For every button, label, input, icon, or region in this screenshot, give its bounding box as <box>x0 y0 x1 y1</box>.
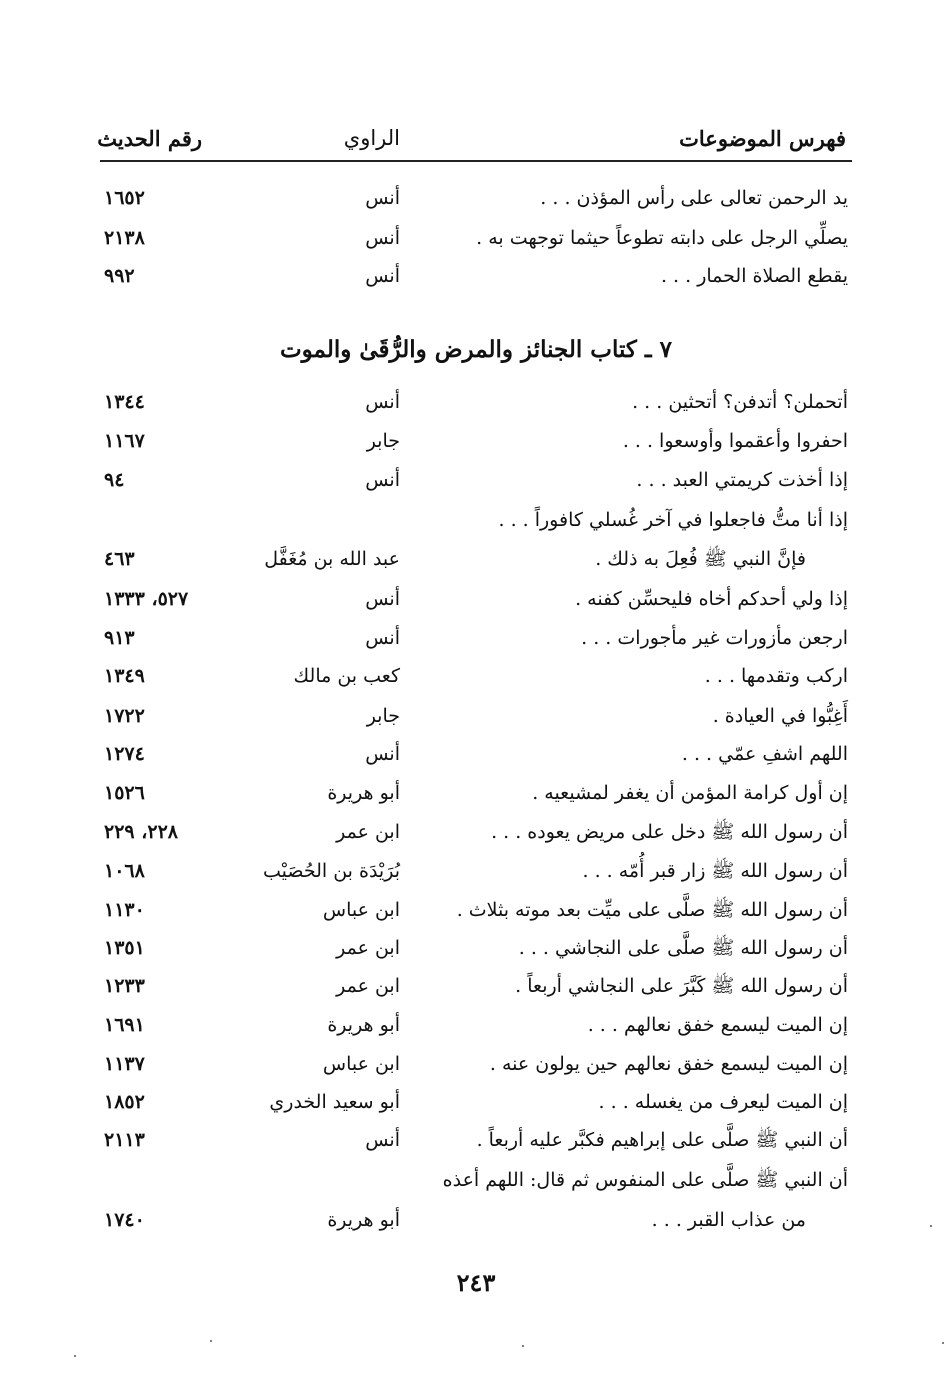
narrator-name: أبو هريرة <box>327 1209 400 1231</box>
topic-text: اركب وتقدمها . . . <box>704 665 848 687</box>
index-row <box>100 1124 852 1156</box>
index-row <box>100 1086 852 1118</box>
narrator-name: أبو هريرة <box>327 1014 400 1036</box>
hadith-number: ٩١٣ <box>104 627 135 649</box>
topic-text: أَغِبُّوا في العيادة . <box>712 705 848 727</box>
topic-text: أن رسول الله ﷺ صلَّى على ميِّت بعد موته بثلاث . <box>456 899 848 921</box>
index-row <box>100 1164 852 1196</box>
hadith-number: ١٣٤٩ <box>104 665 145 687</box>
hadith-number: ١٧٢٢ <box>104 705 145 727</box>
narrator-name: ابن عباس <box>322 1053 400 1075</box>
index-row <box>100 816 852 848</box>
topic-text: يقطع الصلاة الحمار . . . <box>660 265 848 287</box>
topic-text: فإنَّ النبي ﷺ فُعِلَ به ذلك . <box>595 548 806 570</box>
index-row <box>100 425 852 457</box>
hadith-number: ١٦٩١ <box>104 1014 145 1036</box>
index-row <box>100 700 852 732</box>
hadith-number: ١٧٤٠ <box>104 1209 145 1231</box>
narrator-name: أبو هريرة <box>327 782 400 804</box>
hadith-number: ١٦٥٢ <box>104 187 145 209</box>
narrator-name: أنس <box>365 265 400 287</box>
index-row <box>100 855 852 887</box>
narrator-name: ابن عمر <box>336 975 400 997</box>
index-row <box>100 386 852 418</box>
index-row <box>100 583 852 615</box>
topic-text: يد الرحمن تعالى على رأس المؤذن . . . <box>540 187 848 209</box>
narrator-name: عبد الله بن مُغَفَّل <box>264 548 400 570</box>
index-row <box>100 1009 852 1041</box>
scan-speck <box>210 1340 212 1342</box>
header-narrator: الراوي <box>343 126 400 150</box>
topic-text: إن الميت ليسمع خفق نعالهم حين يولون عنه . <box>489 1053 848 1075</box>
index-row <box>100 660 852 692</box>
scan-speck <box>942 1342 944 1344</box>
topic-text: إن الميت ليسمع خفق نعالهم . . . <box>587 1014 848 1036</box>
scan-speck <box>74 1355 76 1357</box>
header-hadith-number: رقم الحديث <box>97 126 202 151</box>
hadith-number: ١٢٧٤ <box>104 743 145 765</box>
index-row <box>100 970 852 1002</box>
topic-text: من عذاب القبر . . . <box>651 1209 806 1231</box>
narrator-name: ابن عباس <box>322 899 400 921</box>
section-heading: ٧ ـ كتاب الجنائز والمرض والرُّقَىٰ والموت <box>280 336 672 363</box>
topic-text: أن النبي ﷺ صلَّى على المنفوس ثم قال: اللهم أعذه <box>442 1169 848 1191</box>
topic-text: إن الميت ليعرف من يغسله . . . <box>598 1091 848 1113</box>
narrator-name: أنس <box>365 1129 400 1151</box>
narrator-name: أبو سعيد الخدري <box>269 1091 400 1113</box>
index-row <box>100 1204 852 1236</box>
hadith-number: ١١٦٧ <box>104 430 145 452</box>
hadith-number: ٩٩٢ <box>104 265 135 287</box>
topic-text: أتحملن؟ أتدفن؟ أتحثين . . . <box>632 391 848 413</box>
hadith-number: ٩٤ <box>104 469 125 491</box>
hadith-number: ١٢٣٣ <box>104 975 145 997</box>
index-row <box>100 260 852 292</box>
narrator-name: أنس <box>365 588 400 610</box>
index-row <box>100 222 852 254</box>
narrator-name: أنس <box>365 627 400 649</box>
topic-text: يصلِّي الرجل على دابته تطوعاً حيثما توجهت به . <box>476 227 848 249</box>
narrator-name: جابر <box>366 430 400 452</box>
index-row <box>100 894 852 926</box>
topic-text: أن رسول الله ﷺ دخل على مريض يعوده . . . <box>491 821 848 843</box>
narrator-name: بُرَيْدَة بن الحُصَيْب <box>262 860 400 882</box>
hadith-number: ١٠٦٨ <box>104 860 145 882</box>
narrator-name: أنس <box>365 391 400 413</box>
hadith-number: ٤٦٣ <box>104 548 135 570</box>
hadith-number: ١١٣٧ <box>104 1053 145 1075</box>
table-header <box>97 120 852 162</box>
topic-text: إن أول كرامة المؤمن أن يغفر لمشيعيه . <box>532 782 848 804</box>
topic-text: أن رسول الله ﷺ زار قبر أُمّه . . . <box>582 860 848 882</box>
topic-text: ارجعن مأزورات غير مأجورات . . . <box>581 627 848 649</box>
hadith-number: ١٨٥٢ <box>104 1091 145 1113</box>
narrator-name: كعب بن مالك <box>293 665 400 687</box>
scan-speck <box>930 1225 932 1227</box>
index-row <box>100 504 852 536</box>
page-number: ٢٤٣ <box>456 1268 496 1297</box>
narrator-name: أنس <box>365 227 400 249</box>
hadith-number: ١١٣٠ <box>104 899 145 921</box>
narrator-name: أنس <box>365 743 400 765</box>
narrator-name: ابن عمر <box>336 937 400 959</box>
hadith-number: ٢١١٣ <box>104 1129 145 1151</box>
index-row <box>100 543 852 575</box>
narrator-name: ابن عمر <box>336 821 400 843</box>
narrator-name: أنس <box>365 469 400 491</box>
hadith-number: ١٣٥١ <box>104 937 145 959</box>
index-row <box>100 464 852 496</box>
topic-text: إذا ولي أحدكم أخاه فليحسِّن كفنه . <box>575 588 848 610</box>
topic-text: إذا أنا متُّ فاجعلوا في آخر غُسلي كافوراً . . . <box>498 509 848 531</box>
index-row <box>100 182 852 214</box>
topic-text: أن رسول الله ﷺ كَبَّرَ على النجاشي أربعاً . <box>515 975 848 997</box>
narrator-name: جابر <box>366 705 400 727</box>
index-row <box>100 932 852 964</box>
header-topic: فهرس الموضوعات <box>679 126 846 151</box>
topic-text: احفروا وأعقموا وأوسعوا . . . <box>622 430 848 452</box>
index-row <box>100 777 852 809</box>
hadith-number: ١٣٤٤ <box>104 391 145 413</box>
narrator-name: أنس <box>365 187 400 209</box>
scan-speck <box>522 1345 524 1347</box>
index-row <box>100 738 852 770</box>
hadith-number: ٢١٣٨ <box>104 227 145 249</box>
index-row <box>100 622 852 654</box>
hadith-number: ٥٢٧، ١٣٣٣ <box>104 588 189 610</box>
topic-text: أن النبي ﷺ صلَّى على إبراهيم فكبَّر عليه أربعاً . <box>476 1129 848 1151</box>
index-row <box>100 1048 852 1080</box>
topic-text: أن رسول الله ﷺ صلَّى على النجاشي . . . <box>518 937 848 959</box>
topic-text: إذا أخذت كريمتي العبد . . . <box>636 469 848 491</box>
hadith-number: ٢٢٨، ٢٢٩ <box>104 821 178 843</box>
hadith-number: ١٥٢٦ <box>104 782 145 804</box>
topic-text: اللهم اشفِ عمّي . . . <box>681 743 848 765</box>
